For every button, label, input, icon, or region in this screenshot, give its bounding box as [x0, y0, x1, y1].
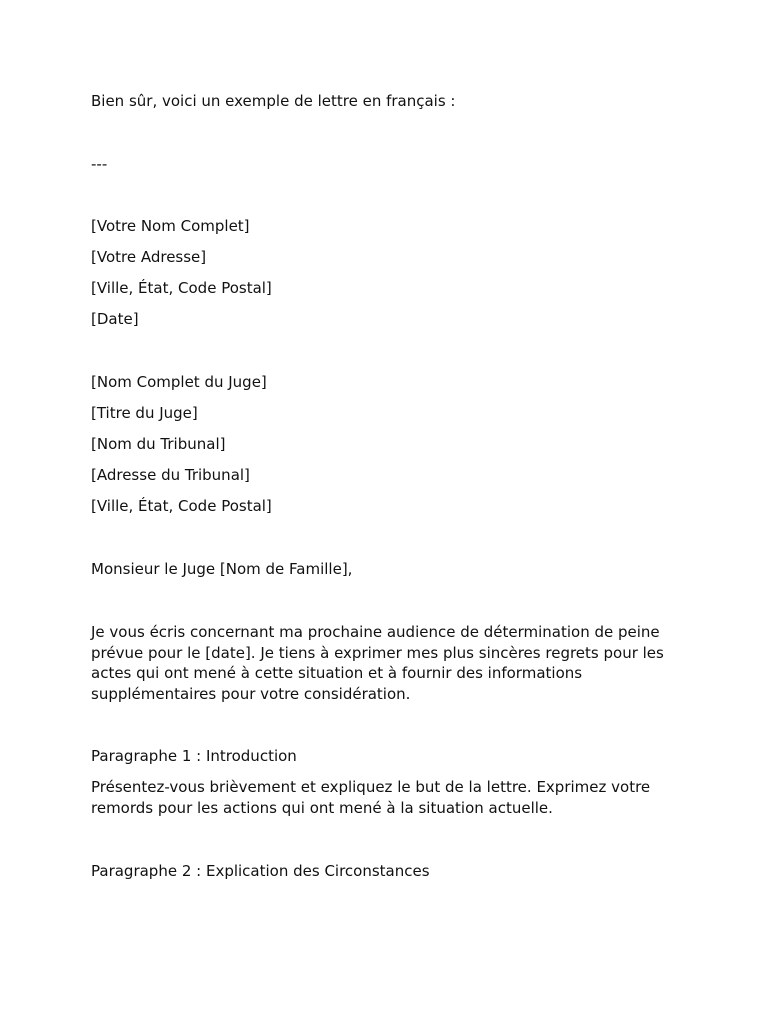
sender-date: [Date] [91, 310, 139, 328]
paragraph1-heading: Paragraphe 1 : Introduction [91, 747, 297, 765]
separator: --- [91, 155, 108, 173]
sender-name: [Votre Nom Complet] [91, 217, 250, 235]
paragraph2-heading: Paragraphe 2 : Explication des Circonstances [91, 862, 430, 880]
recipient-city-state-zip: [Ville, État, Code Postal] [91, 497, 272, 515]
opening-paragraph: Je vous écris concernant ma prochaine audience de détermination de peine prévue pour le [date]. Je tiens à exprimer mes plus sincères regrets pour les actes qui ont mené à cette situation et à fournir des informations supplémentaires pour votre considération. [91, 623, 664, 703]
paragraph1-body: Présentez-vous brièvement et expliquez le but de la lettre. Exprimez votre remords pour les actions qui ont mené à la situation actuelle. [91, 778, 651, 817]
sender-city-state-zip: [Ville, État, Code Postal] [91, 279, 272, 297]
recipient-title: [Titre du Juge] [91, 404, 198, 422]
recipient-court-address: [Adresse du Tribunal] [91, 466, 250, 484]
recipient-court: [Nom du Tribunal] [91, 435, 226, 453]
sender-address: [Votre Adresse] [91, 248, 207, 266]
recipient-name: [Nom Complet du Juge] [91, 373, 267, 391]
intro-text: Bien sûr, voici un exemple de lettre en français : [91, 92, 456, 110]
salutation: Monsieur le Juge [Nom de Famille], [91, 560, 353, 578]
